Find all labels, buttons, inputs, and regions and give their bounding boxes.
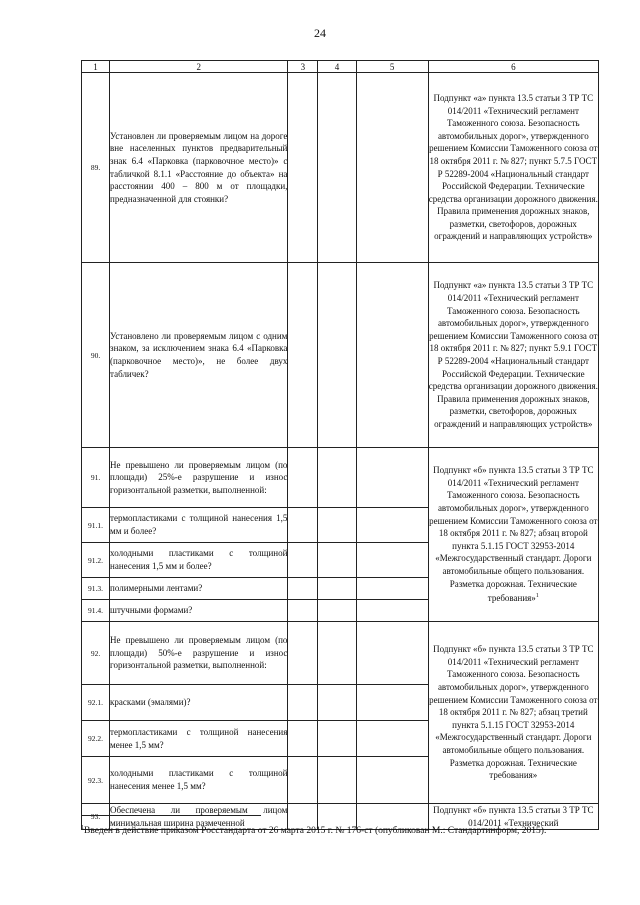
empty-cell [318, 448, 356, 508]
empty-cell [288, 263, 318, 448]
row-number: 90. [82, 263, 110, 448]
empty-cell [356, 685, 428, 721]
question-text: Не превышено ли проверяемым лицом (по площади) 50%-е разрушение и износ горизонтальной разметки, выполненной: [110, 622, 288, 685]
empty-cell [318, 622, 356, 685]
question-text: красками (эмалями)? [110, 685, 288, 721]
question-text: Обеспечена ли проверяемым лицом минимальная ширина размеченной [110, 804, 288, 830]
legal-reference: Подпункт «а» пункта 13.5 статьи 3 ТР ТС 014/2011 «Технический регламент Таможенного союза. Безопасность автомобильных дорог», утвержденного решением Комиссии Таможенного союза от 18 октября 2011 г. № 827; пункт 5.9.1 ГОСТ Р 52289-2004 «Национальный стандарт Российской Федерации. Технические средства организации дорожного движения. Правила применения дорожных знаков, разметки, светофоров, дорожных ограждений и направляющих устройств» [428, 263, 598, 448]
empty-cell [318, 721, 356, 757]
question-text: Не превышено ли проверяемым лицом (по площади) 25%-е разрушение и износ горизонтальной разметки, выполненной: [110, 448, 288, 508]
empty-cell [318, 757, 356, 804]
empty-cell [318, 263, 356, 448]
row-number: 91.4. [82, 600, 110, 622]
empty-cell [356, 622, 428, 685]
question-text: полимерными лентами? [110, 578, 288, 600]
table-row [82, 263, 599, 448]
question-text: Установлен ли проверяемым лицом на дороге вне населенных пунктов предварительный знак 6.4 «Парковка (парковочное место)» с табличкой 8.1.1 «Расстояние до объекта» на расстоянии 400 – 800 м от площадки, предназначенной для стоянки? [110, 73, 288, 263]
empty-cell [288, 508, 318, 543]
empty-cell [318, 543, 356, 578]
empty-cell [356, 508, 428, 543]
row-number: 91.2. [82, 543, 110, 578]
empty-cell [318, 685, 356, 721]
legal-reference [428, 448, 598, 622]
table-row [82, 622, 599, 685]
footnote-text: Введен в действие приказом Росстандарта от 26 марта 2015 г. № 176-ст (опубликован М.: Стандартинформ, 2015). [84, 826, 547, 837]
footnote [81, 822, 599, 838]
question-text: термопластиками с толщиной нанесения 1,5 мм и более? [110, 508, 288, 543]
row-number: 92.2. [82, 721, 110, 757]
empty-cell [318, 508, 356, 543]
empty-cell [318, 600, 356, 622]
empty-cell [288, 73, 318, 263]
empty-cell [288, 685, 318, 721]
empty-cell [288, 578, 318, 600]
footnote-mark: 1 [535, 593, 539, 600]
question-text: термопластиками с толщиной нанесения менее 1,5 мм? [110, 721, 288, 757]
empty-cell [288, 600, 318, 622]
column-header: 5 [356, 61, 428, 73]
empty-cell [356, 448, 428, 508]
table-row [82, 448, 599, 508]
checklist-table [81, 60, 599, 830]
column-header: 1 [82, 61, 110, 73]
column-header: 2 [110, 61, 288, 73]
empty-cell [318, 578, 356, 600]
empty-cell [356, 73, 428, 263]
footnote-divider [81, 815, 261, 816]
empty-cell [356, 263, 428, 448]
question-text: холодными пластиками с толщиной нанесения 1,5 мм и более? [110, 543, 288, 578]
legal-reference-text: Подпункт «б» пункта 13.5 статьи 3 ТР ТС 014/2011 «Технический регламент Таможенного союза. Безопасность автомобильных дорог», утвержденного решением Комиссии Таможенного союза от 18 октября 2011 г. № 827; абзац второй пункта 5.1.15 ГОСТ 32953-2014 «Межгосударственный стандарт. Дороги автомобильные общего пользования. Разметка дорожная. Технические требования» [429, 465, 598, 604]
row-number: 91.3. [82, 578, 110, 600]
question-text: Установлено ли проверяемым лицом с одним знаком, за исключением знака 6.4 «Парковка (парковочное место)», не более двух табличек? [110, 263, 288, 448]
empty-cell [288, 448, 318, 508]
legal-reference: Подпункт «б» пункта 13.5 статьи 3 ТР ТС 014/2011 «Технический [428, 804, 598, 830]
question-text: штучными формами? [110, 600, 288, 622]
row-number: 92.1. [82, 685, 110, 721]
empty-cell [288, 721, 318, 757]
row-number: 91. [82, 448, 110, 508]
empty-cell [356, 543, 428, 578]
header-row [82, 61, 599, 73]
row-number: 89. [82, 73, 110, 263]
row-number: 93. [82, 804, 110, 830]
footnote-mark: 1 [81, 825, 84, 831]
empty-cell [288, 757, 318, 804]
empty-cell [356, 578, 428, 600]
empty-cell [356, 721, 428, 757]
legal-reference: Подпункт «а» пункта 13.5 статьи 3 ТР ТС 014/2011 «Технический регламент Таможенного союза. Безопасность автомобильных дорог», утвержденного решением Комиссии Таможенного союза от 18 октября 2011 г. № 827; пункт 5.7.5 ГОСТ Р 52289-2004 «Национальный стандарт Российской Федерации. Технические средства организации дорожного движения. Правила применения дорожных знаков, разметки, светофоров, дорожных ограждений и направляющих устройств» [428, 73, 598, 263]
page-number: 24 [314, 26, 326, 40]
empty-cell [356, 757, 428, 804]
empty-cell [288, 622, 318, 685]
empty-cell [288, 543, 318, 578]
column-header: 6 [428, 61, 598, 73]
question-text: холодными пластиками с толщиной нанесения менее 1,5 мм? [110, 757, 288, 804]
row-number: 91.1. [82, 508, 110, 543]
table-row [82, 73, 599, 263]
empty-cell [318, 73, 356, 263]
empty-cell [356, 600, 428, 622]
legal-reference: Подпункт «б» пункта 13.5 статьи 3 ТР ТС 014/2011 «Технический регламент Таможенного союза. Безопасность автомобильных дорог», утвержденного решением Комиссии Таможенного союза от 18 октября 2011 г. № 827; абзац третий пункта 5.1.15 ГОСТ 32953-2014 «Межгосударственный стандарт. Дороги автомобильные общего пользования. Разметка дорожная. Технические требования» [428, 622, 598, 804]
column-header: 4 [318, 61, 356, 73]
column-header: 3 [288, 61, 318, 73]
row-number: 92. [82, 622, 110, 685]
row-number: 92.3. [82, 757, 110, 804]
